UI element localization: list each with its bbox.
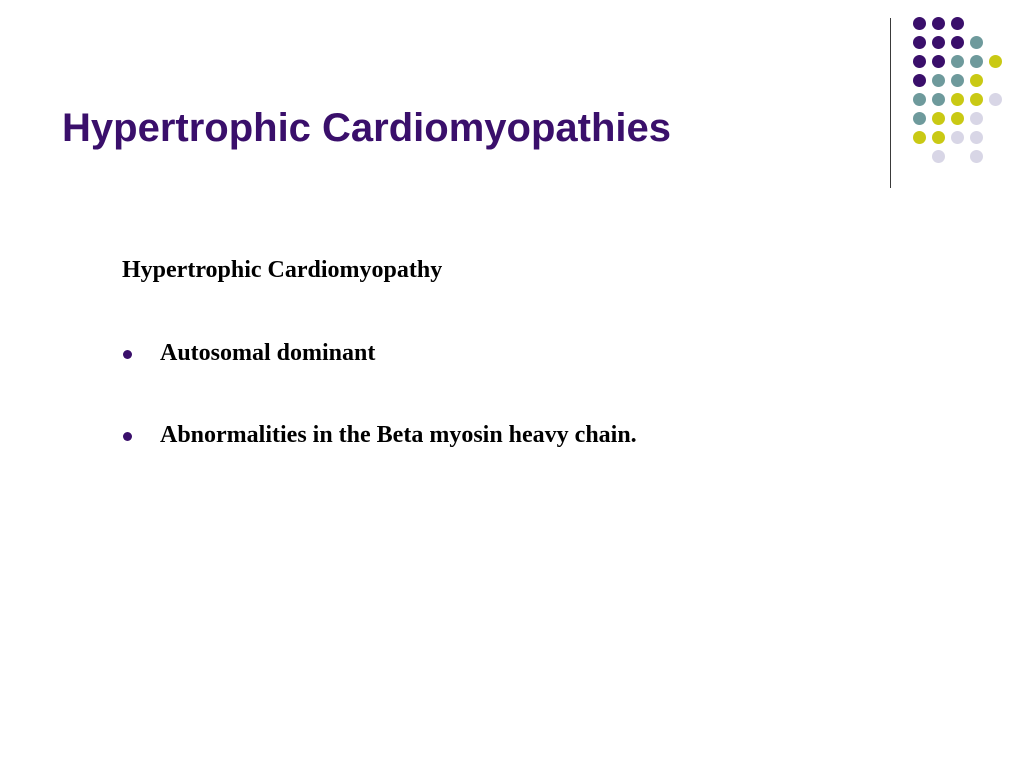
purple-dot: [913, 17, 926, 30]
teal-dot: [951, 74, 964, 87]
bullet-list: [122, 337, 682, 452]
bullet-icon: [123, 432, 132, 441]
lavender-dot: [951, 131, 964, 144]
slide-subheading: Hypertrophic Cardiomyopathy: [122, 257, 443, 283]
decorative-dot-grid: [0, 0, 1024, 200]
yellow-dot: [989, 55, 1002, 68]
yellow-dot: [932, 131, 945, 144]
slide-title: Hypertrophic Cardiomyopathies: [62, 106, 672, 150]
purple-dot: [951, 36, 964, 49]
lavender-dot: [970, 131, 983, 144]
teal-dot: [932, 93, 945, 106]
teal-dot: [932, 74, 945, 87]
bullet-icon: [123, 350, 132, 359]
slide-body: [122, 255, 682, 452]
purple-dot: [913, 36, 926, 49]
bullet-text: Abnormalities in the Beta myosin heavy chain.: [160, 422, 637, 448]
purple-dot: [932, 55, 945, 68]
lavender-dot: [932, 150, 945, 163]
lavender-dot: [989, 93, 1002, 106]
purple-dot: [913, 55, 926, 68]
bullet-text: Autosomal dominant: [160, 340, 376, 366]
teal-dot: [970, 55, 983, 68]
yellow-dot: [951, 112, 964, 125]
teal-dot: [913, 112, 926, 125]
yellow-dot: [951, 93, 964, 106]
teal-dot: [951, 55, 964, 68]
teal-dot: [970, 36, 983, 49]
purple-dot: [951, 17, 964, 30]
yellow-dot: [932, 112, 945, 125]
lavender-dot: [970, 112, 983, 125]
lavender-dot: [970, 150, 983, 163]
purple-dot: [932, 17, 945, 30]
yellow-dot: [970, 74, 983, 87]
bullet-item: [122, 337, 682, 370]
yellow-dot: [913, 131, 926, 144]
bullet-item: [122, 419, 682, 452]
yellow-dot: [970, 93, 983, 106]
teal-dot: [913, 93, 926, 106]
purple-dot: [932, 36, 945, 49]
purple-dot: [913, 74, 926, 87]
